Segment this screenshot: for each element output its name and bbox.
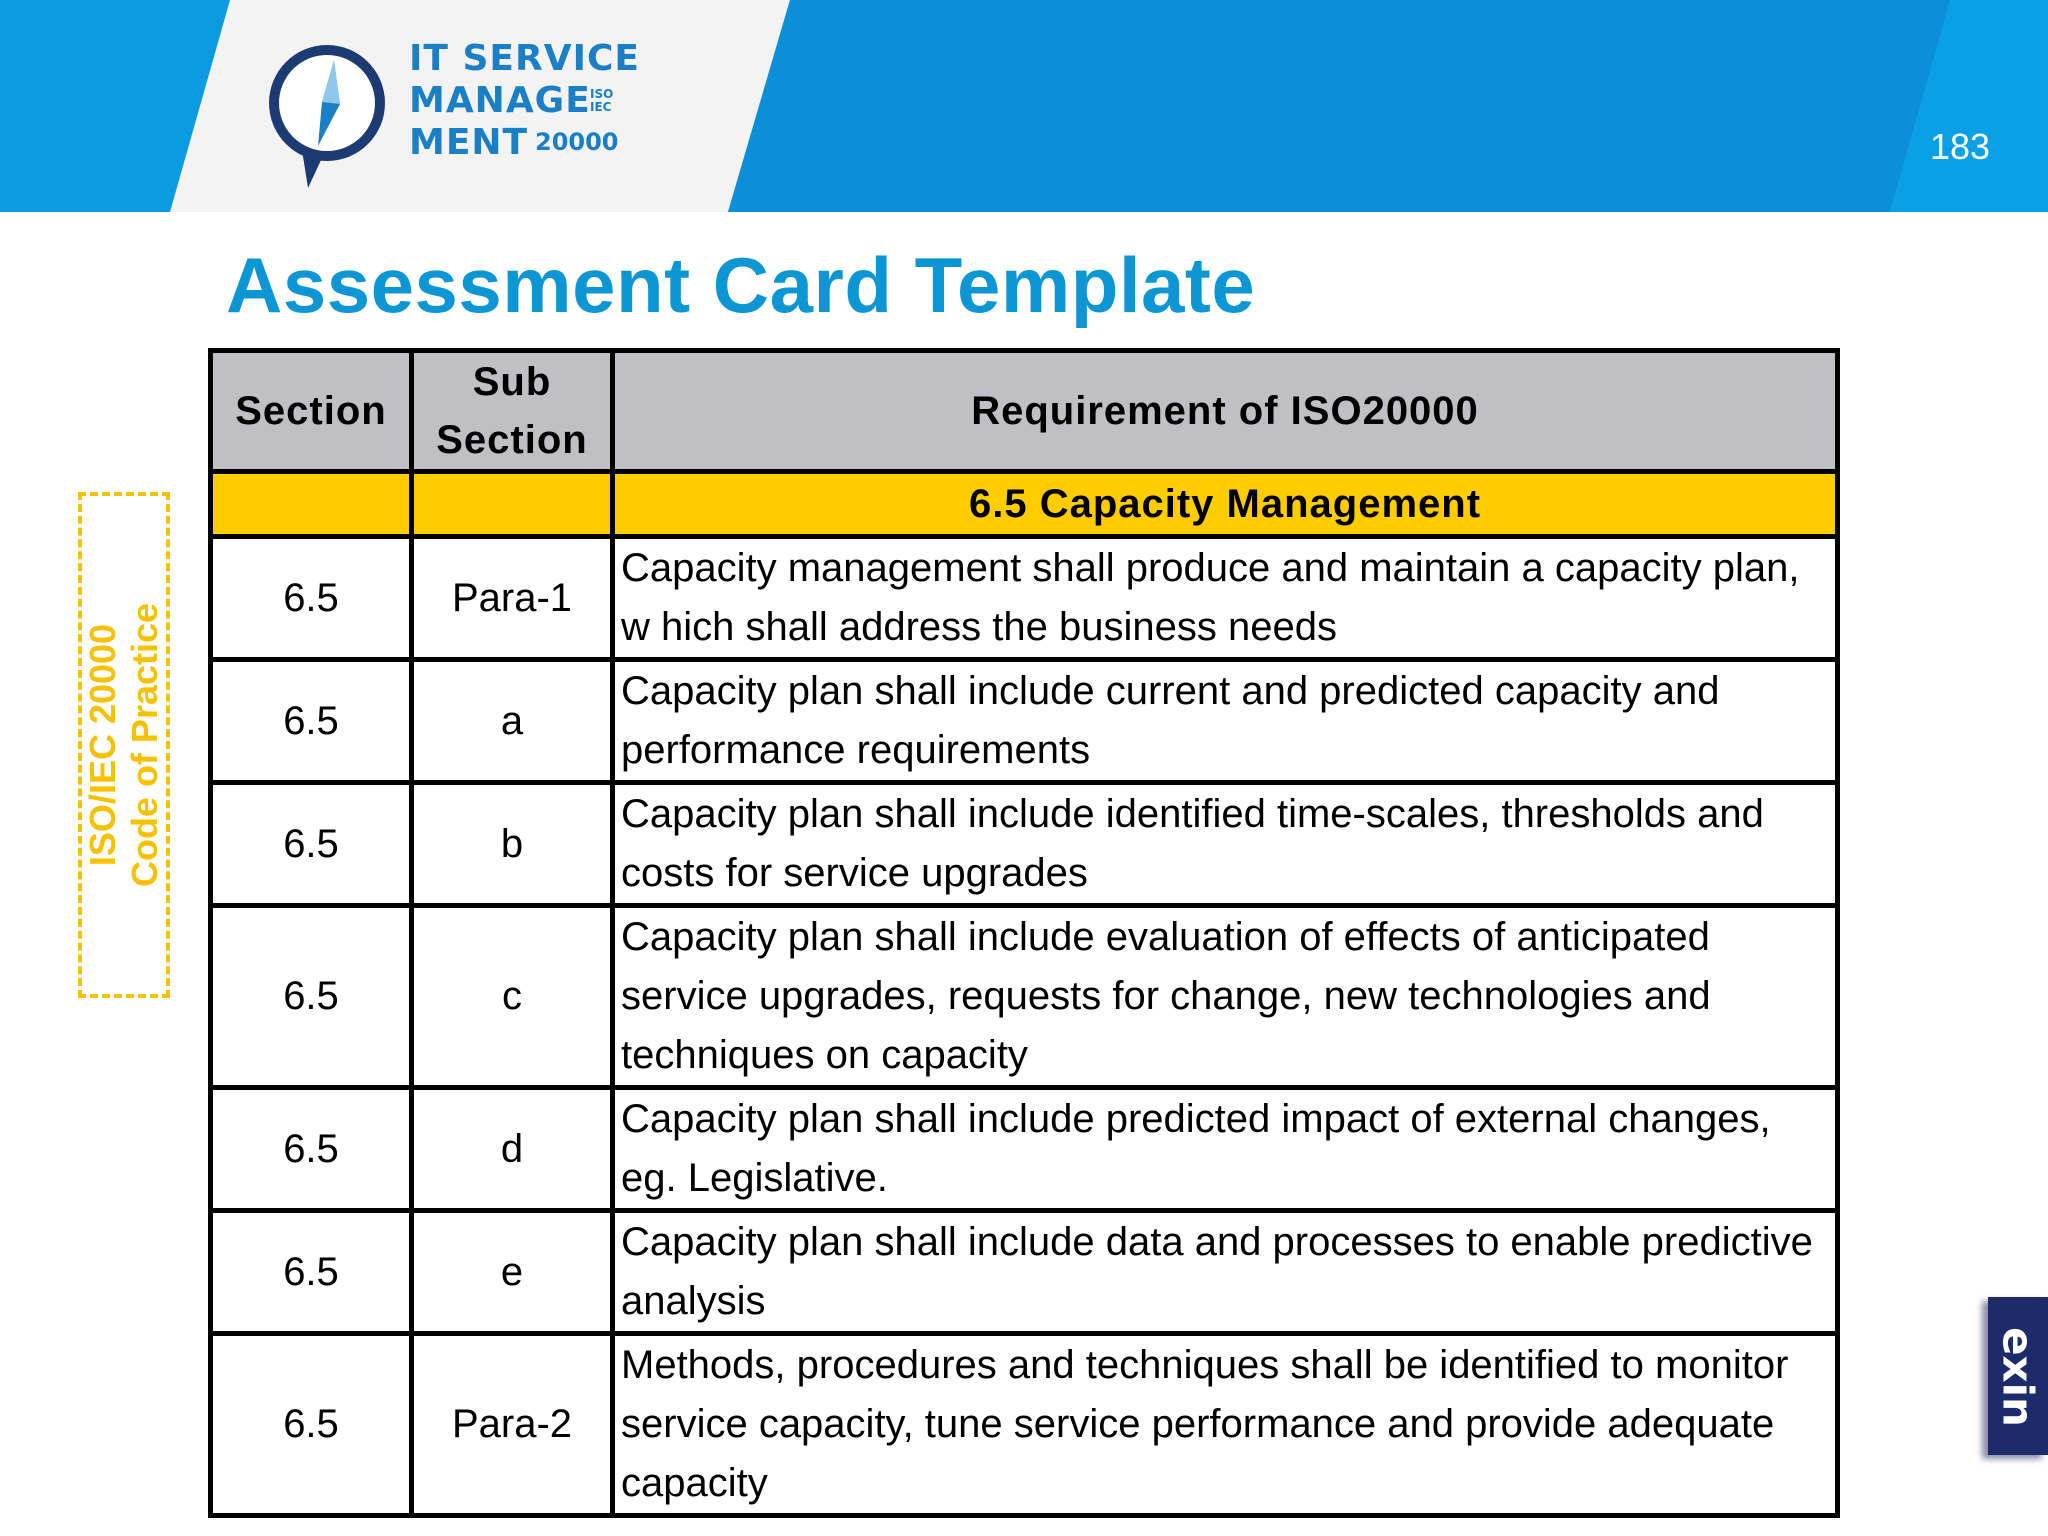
assessment-table [208,348,1840,1518]
logo-iso-iec [590,88,613,114]
row-section: 6.5 [211,660,412,783]
page-number: 183 [1930,126,1991,167]
row-section: 6.5 [211,1211,412,1334]
row-section: 6.5 [211,783,412,906]
header-sub-section: Sub Section [412,351,613,472]
row-requirement: Capacity plan shall include predicted impact of external changes, eg. Legislative. [613,1088,1838,1211]
row-requirement: Methods, procedures and techniques shall be identified to monitor service capacity, tune service performance and provide adequate capacity [613,1334,1838,1516]
row-section: 6.5 [211,1088,412,1211]
sidebar-label [82,603,166,887]
row-sub-section: Para-2 [412,1334,613,1516]
logo-line-1: IT SERVICE [409,38,640,79]
compass-logo-icon [262,38,392,198]
sidebar-line-1: ISO/IEC 20000 [82,623,123,867]
row-section: 6.5 [211,906,412,1088]
row-requirement: Capacity management shall produce and maintain a capacity plan, w hich shall address the business needs [613,537,1838,660]
table-row [211,906,1838,1088]
row-sub-section: e [412,1211,613,1334]
category-empty-cell [412,472,613,537]
logo-line-3: MENT [409,122,529,163]
exin-logo [1988,1297,2048,1455]
row-section: 6.5 [211,1334,412,1516]
table-row [211,660,1838,783]
row-requirement: Capacity plan shall include identified time-scales, thresholds and costs for service upgrades [613,783,1838,906]
header-banner [0,0,2048,212]
table-row [211,1334,1838,1516]
category-title: 6.5 Capacity Management [613,472,1838,537]
row-requirement: Capacity plan shall include data and processes to enable predictive analysis [613,1211,1838,1334]
row-sub-section: c [412,906,613,1088]
page-title: Assessment Card Template [226,241,1256,329]
logo-iec: IEC [590,100,612,114]
row-requirement: Capacity plan shall include current and predicted capacity and performance requirements [613,660,1838,783]
row-requirement: Capacity plan shall include evaluation of effects of anticipated service upgrades, requests for change, new technologies and techniques on capacity [613,906,1838,1088]
logo-number: 20000 [535,128,619,156]
header-section: Section [211,351,412,472]
table-row [211,783,1838,906]
header-requirement: Requirement of ISO20000 [613,351,1838,472]
exin-logo-text: exin [1993,1327,2043,1427]
row-sub-section: b [412,783,613,906]
logo-iso: ISO [590,87,614,101]
row-section: 6.5 [211,537,412,660]
sidebar-line-2: Code of Practice [124,602,165,888]
category-empty-cell [211,472,412,537]
table-row [211,1211,1838,1334]
table-header-row [211,351,1838,472]
row-sub-section: Para-1 [412,537,613,660]
logo-line-2: MANAGE [409,80,591,121]
row-sub-section: a [412,660,613,783]
table-row [211,1088,1838,1211]
category-row [211,472,1838,537]
table-row [211,537,1838,660]
row-sub-section: d [412,1088,613,1211]
